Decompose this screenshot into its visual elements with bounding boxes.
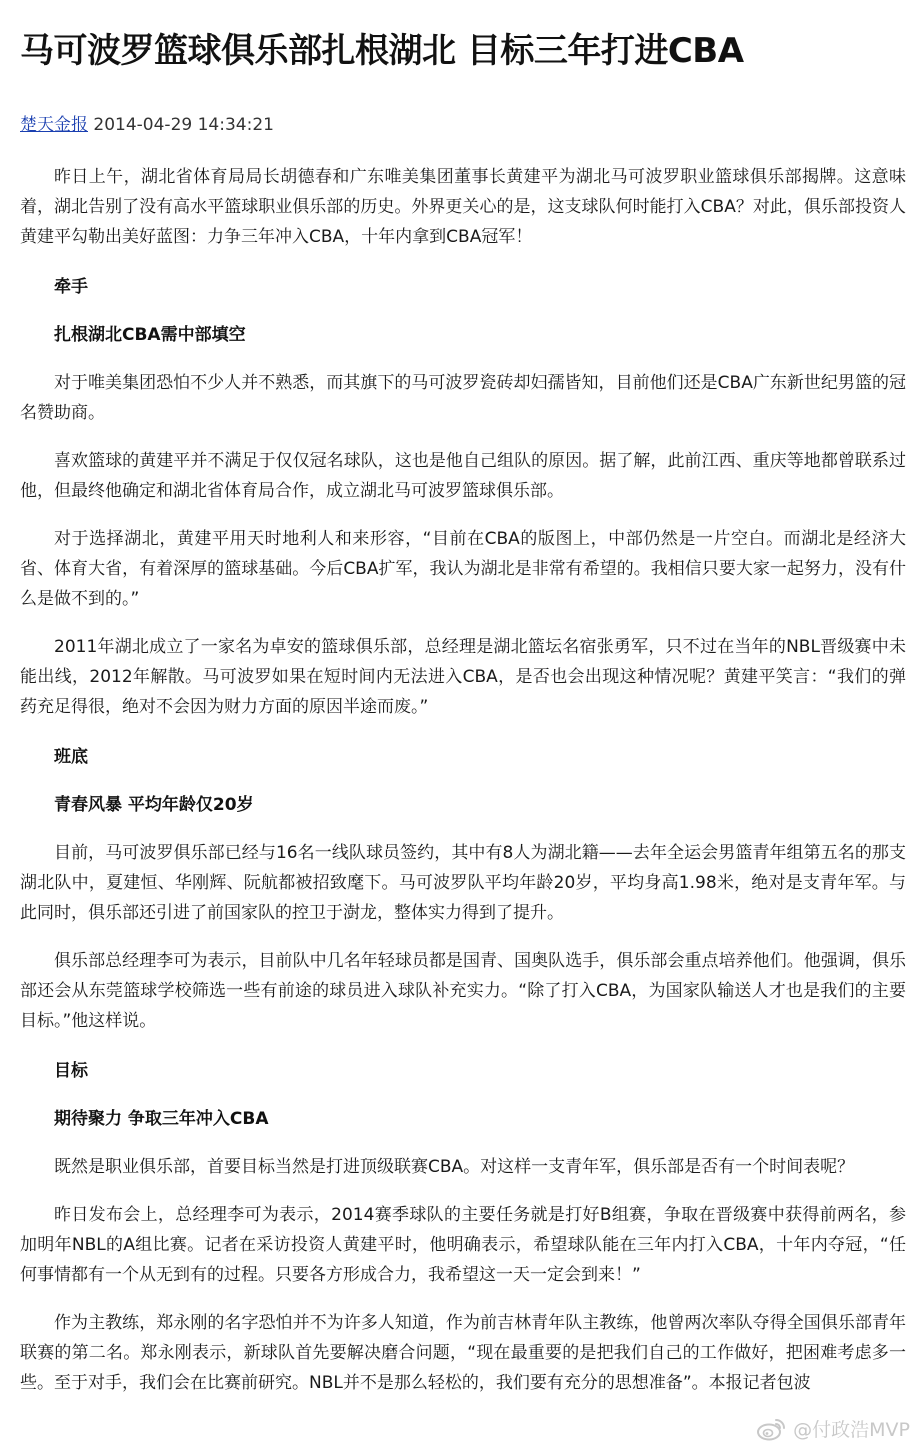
body-paragraph: 昨日发布会上，总经理李可为表示，2014赛季球队的主要任务就是打好B组赛，争取在晋级赛中获得前两名，参加明年NBL的A组比赛。记者在采访投资人黄建平时，他明确表示，希望球队能在三年内打入CBA，十年内夺冠，“任何事情都有一个从无到有的过程。只要各方形成合力，我希望这一天一定会到来！” bbox=[20, 1205, 906, 1285]
section-subheading: 扎根湖北CBA需中部填空 bbox=[54, 325, 246, 345]
body-paragraph: 目前，马可波罗俱乐部已经与16名一线队球员签约，其中有8人为湖北籍——去年全运会男篮青年组第五名的那支湖北队中，夏建恒、华刚辉、阮航都被招致麾下。马可波罗队平均年龄20岁，平均身高1.98米，绝对是支青年军。与此同时，俱乐部还引进了前国家队的控卫于澍龙，整体实力得到了提升。 bbox=[20, 843, 906, 923]
body-paragraph: 2011年湖北成立了一家名为卓安的篮球俱乐部，总经理是湖北篮坛名宿张勇军，只不过在当年的NBL晋级赛中未能出线，2012年解散。马可波罗如果在短时间内无法进入CBA，是否也会出现这种情况呢？黄建平笑言：“我们的弹药充足得很，绝对不会因为财力方面的原因半途而废。” bbox=[20, 637, 906, 717]
section-subheading: 班底 bbox=[54, 747, 88, 767]
section-subheading: 牵手 bbox=[54, 277, 88, 297]
publish-datetime: 2014-04-29 14:34:21 bbox=[93, 115, 274, 135]
section-subheading: 期待聚力 争取三年冲入CBA bbox=[54, 1109, 269, 1129]
body-paragraph: 对于唯美集团恐怕不少人并不熟悉，而其旗下的马可波罗瓷砖却妇孺皆知，目前他们还是CBA广东新世纪男篮的冠名赞助商。 bbox=[20, 373, 906, 423]
body-paragraph: 对于选择湖北，黄建平用天时地利人和来形容，“目前在CBA的版图上，中部仍然是一片空白。而湖北是经济大省、体育大省，有着深厚的篮球基础。今后CBA扩军，我认为湖北是非常有希望的。我相信只要大家一起努力，没有什么是做不到的。” bbox=[20, 529, 906, 609]
body-paragraph: 喜欢篮球的黄建平并不满足于仅仅冠名球队，这也是他自己组队的原因。据了解，此前江西、重庆等地都曾联系过他，但最终他确定和湖北省体育局合作，成立湖北马可波罗篮球俱乐部。 bbox=[20, 451, 906, 501]
byline bbox=[20, 112, 906, 138]
section-subheading: 青春风暴 平均年龄仅20岁 bbox=[54, 795, 254, 815]
source-link[interactable]: 楚天金报 bbox=[20, 115, 88, 135]
watermark bbox=[757, 1415, 910, 1442]
watermark-text: @付政浩MVP bbox=[793, 1419, 910, 1441]
body-paragraph: 作为主教练，郑永刚的名字恐怕并不为许多人知道，作为前吉林青年队主教练，他曾两次率队夺得全国俱乐部青年联赛的第二名。郑永刚表示，新球队首先要解决磨合问题，“现在最重要的是把我们自己的工作做好，把困难考虑多一些。至于对手，我们会在比赛前研究。NBL并不是那么轻松的，我们要有充分的思想准备”。本报记者包波 bbox=[20, 1313, 906, 1393]
body-paragraph: 俱乐部总经理李可为表示，目前队中几名年轻球员都是国青、国奥队选手，俱乐部会重点培养他们。他强调，俱乐部还会从东莞篮球学校筛选一些有前途的球员进入球队补充实力。“除了打入CBA，为国家队输送人才也是我们的主要目标。”他这样说。 bbox=[20, 951, 906, 1031]
article-title: 马可波罗篮球俱乐部扎根湖北 目标三年打进CBA bbox=[20, 31, 744, 71]
article-body bbox=[20, 162, 906, 1398]
section-subheading: 目标 bbox=[54, 1061, 88, 1081]
body-paragraph: 昨日上午，湖北省体育局局长胡德春和广东唯美集团董事长黄建平为湖北马可波罗职业篮球俱乐部揭牌。这意味着，湖北告别了没有高水平篮球职业俱乐部的历史。外界更关心的是，这支球队何时能打入CBA？对此，俱乐部投资人黄建平勾勒出美好蓝图：力争三年冲入CBA，十年内拿到CBA冠军！ bbox=[20, 167, 906, 247]
weibo-icon bbox=[757, 1417, 787, 1441]
body-paragraph: 既然是职业俱乐部，首要目标当然是打进顶级联赛CBA。对这样一支青年军，俱乐部是否有一个时间表呢？ bbox=[54, 1157, 855, 1177]
article bbox=[20, 0, 906, 1398]
